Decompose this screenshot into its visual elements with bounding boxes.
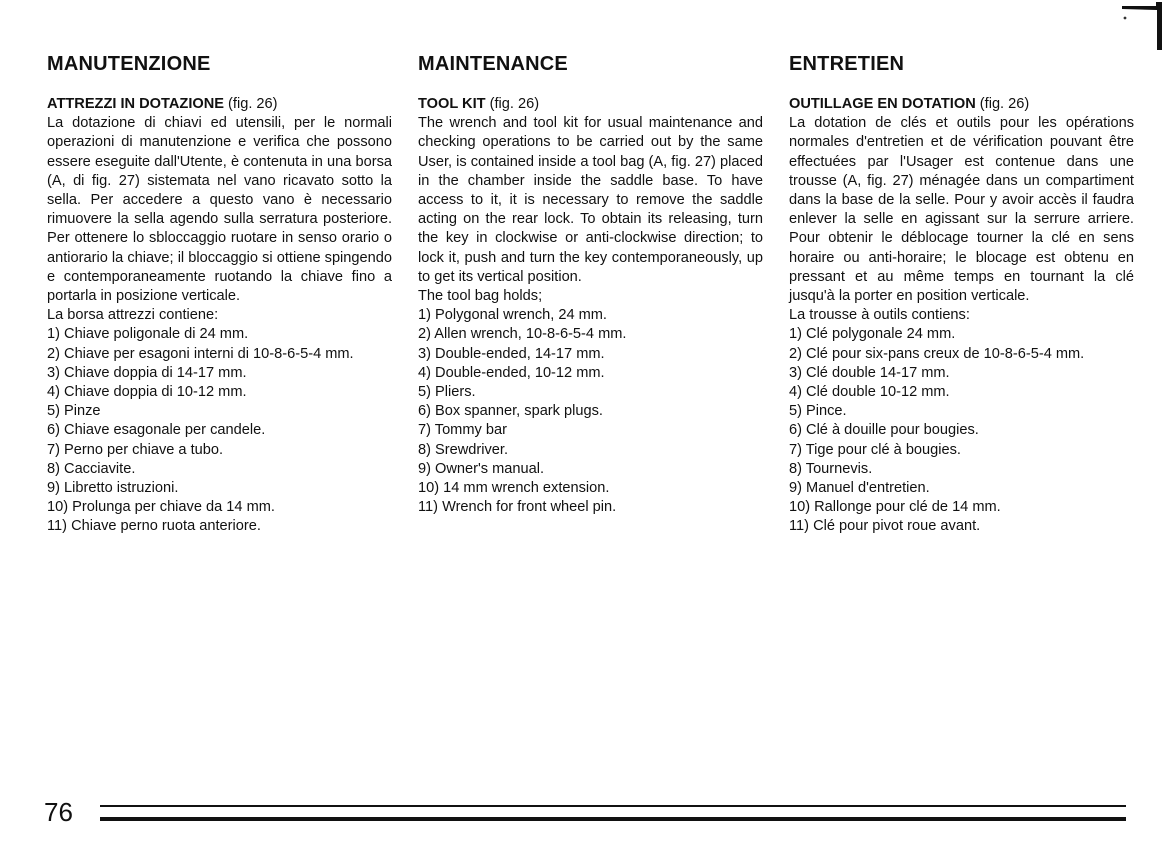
body-paragraph: The wrench and tool kit for usual maintenance and checking operations to be carried out by the same User, is contained inside a tool bag (A, fig. 27) placed in the chamber inside the saddle base. To have access to it, it is necessary to remove the saddle acting on the rear lock. To obtain its releasing, turn the key in clockwise or anti-clockwise direction; to lock it, push and turn the key contemporaneously, up to get its vertical position. — [418, 115, 763, 285]
list-item: 7) Tommy bar — [418, 422, 507, 439]
list-item: 2) Chiave per esagoni interni di 10-8-6-5-4 mm. — [47, 345, 354, 362]
list-item: 6) Clé à douille pour bougies. — [789, 422, 979, 439]
list-item: 6) Chiave esagonale per candele. — [47, 422, 266, 439]
list-item: 6) Box spanner, spark plugs. — [418, 403, 603, 420]
subsection-title-label: ATTREZZI IN DOTAZIONE — [47, 96, 224, 112]
list-item: 10) Rallonge pour clé de 14 mm. — [789, 499, 1001, 516]
list-intro: La trousse à outils contiens: — [789, 307, 970, 324]
list-item: 8) Cacciavite. — [47, 460, 136, 477]
list-item: 11) Wrench for front wheel pin. — [418, 499, 617, 516]
list-item: 9) Owner's manual. — [418, 460, 545, 477]
list-item: 11) Chiave perno ruota anteriore. — [47, 518, 261, 535]
list-item: 3) Chiave doppia di 14-17 mm. — [47, 364, 247, 381]
list-item: 1) Clé polygonale 24 mm. — [789, 326, 956, 343]
list-item: 10) 14 mm wrench extension. — [418, 480, 610, 497]
italian-column — [47, 52, 392, 537]
list-item: 2) Allen wrench, 10-8-6-5-4 mm. — [418, 326, 627, 343]
tool-list — [418, 306, 763, 517]
body-paragraph: La dotation de clés et outils pour les opérations normales d'entretien et de vérification pouvant être effectuées par l'Usager est contenue dans une trousse (A, fig. 27) ménagée dans un compartiment dans la base de la selle. Pour y avoir accès il faudra enlever la selle en agissant sur la serrure arriere. Pour obtenir le déblocage tourner la clé en sens horaire ou anti-horaire; le blocage est obtenu en pressant et au même temps en tournant la clé jusqu'à la porter en position verticale. — [789, 115, 1134, 305]
footer-rule-thin — [100, 805, 1126, 807]
tool-list — [789, 325, 1134, 536]
subsection-title-label: TOOL KIT — [418, 96, 486, 112]
footer-rule-thick — [100, 817, 1126, 821]
list-item: 5) Pinze — [47, 403, 101, 420]
list-item: 3) Double-ended, 14-17 mm. — [418, 345, 605, 362]
list-item: 7) Tige pour clé à bougies. — [789, 441, 961, 458]
french-column — [789, 52, 1134, 537]
section-heading: MANUTENZIONE — [47, 53, 211, 75]
figure-reference: (fig. 26) — [975, 96, 1030, 112]
list-item: 11) Clé pour pivot roue avant. — [789, 518, 981, 535]
list-item: 9) Manuel d'entretien. — [789, 480, 930, 497]
corner-binding-mark — [1118, 0, 1167, 50]
figure-reference: (fig. 26) — [224, 96, 278, 112]
list-item: 9) Libretto istruzioni. — [47, 480, 179, 497]
list-item: 1) Polygonal wrench, 24 mm. — [418, 307, 607, 324]
list-item: 5) Pliers. — [418, 384, 476, 401]
subsection-title — [418, 95, 763, 114]
list-item: 3) Clé double 14-17 mm. — [789, 364, 950, 381]
subsection-title-label: OUTILLAGE EN DOTATION — [789, 96, 976, 112]
list-intro: La borsa attrezzi contiene: — [47, 307, 219, 324]
list-item: 7) Perno per chiave a tubo. — [47, 441, 224, 458]
list-item: 1) Chiave poligonale di 24 mm. — [47, 326, 249, 343]
page-number: 76 — [44, 797, 73, 827]
list-item: 8) Tournevis. — [789, 460, 873, 477]
body-paragraph: La dotazione di chiavi ed utensili, per le normali operazioni di manutenzione e verifica che possono essere eseguite dall'Utente, è contenuta in una borsa (A, di fig. 27) sistemata nel vano ricavato sotto la sella. Per accedere a questo vano è necessario rimuovere la sella agendo sulla serratura posteriore. Per ottenere lo sbloccaggio ruotare in senso orario o antiorario la chiave; il bloccaggio si ottiene spingendo e contemporaneamente ruotando la chiave fino a portarla in posizione verticale. — [47, 115, 392, 305]
list-item: 2) Clé pour six-pans creux de 10-8-6-5-4 mm. — [789, 345, 1085, 362]
subsection-title — [47, 95, 392, 114]
list-item: 4) Double-ended, 10-12 mm. — [418, 364, 605, 381]
section-heading: ENTRETIEN — [789, 53, 905, 75]
list-intro: The tool bag holds; — [418, 288, 543, 305]
english-column — [418, 52, 763, 517]
figure-reference: (fig. 26) — [485, 96, 540, 112]
list-item: 8) Srewdriver. — [418, 441, 509, 458]
list-item: 5) Pince. — [789, 403, 847, 420]
list-item: 4) Chiave doppia di 10-12 mm. — [47, 384, 247, 401]
tool-list — [47, 325, 392, 536]
subsection-title — [789, 95, 1134, 114]
list-item: 10) Prolunga per chiave da 14 mm. — [47, 499, 275, 516]
list-item: 4) Clé double 10-12 mm. — [789, 384, 950, 401]
section-heading: MAINTENANCE — [418, 53, 568, 75]
